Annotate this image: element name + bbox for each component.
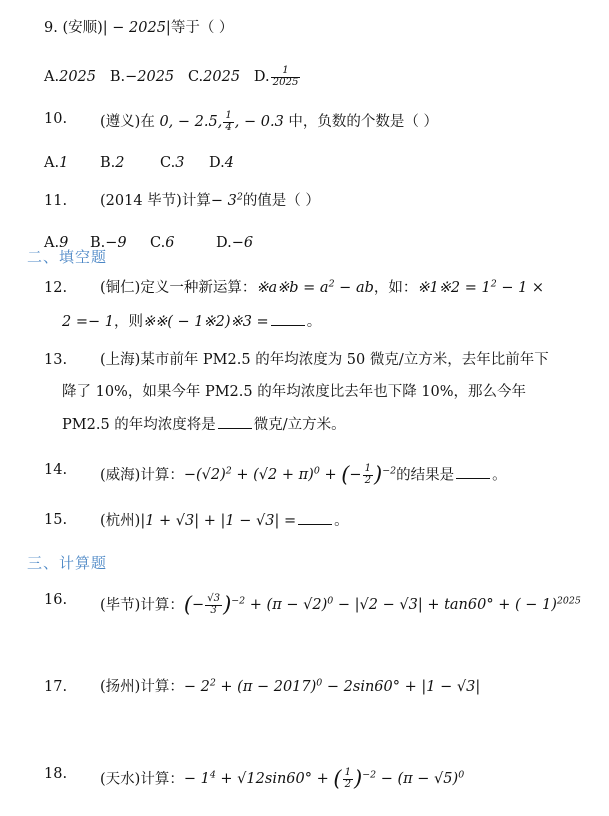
question-11 xyxy=(44,191,320,210)
math-example: ※1※2 = $1^2 - 1$ × xyxy=(417,278,545,296)
option-b: B.2 xyxy=(100,155,125,171)
option-d: D.−6 xyxy=(216,235,254,251)
option-d: D.4 xyxy=(209,155,234,171)
option-a: A.1 xyxy=(44,155,69,171)
math-expression: | − 2025| xyxy=(102,20,171,36)
option-b: B.−9 xyxy=(90,235,127,251)
question-number: 15. xyxy=(44,512,68,528)
question-number: 16. xyxy=(44,592,68,608)
question-source: (毕节)计算： xyxy=(100,597,184,614)
question-text: (上海)某市前年 PM2.5 的年均浓度为 50 微克/立方米，去年比前年下 xyxy=(100,352,549,368)
question-12-line2: 2 =− 1，则※※( − 1※2)※3 = 。 xyxy=(62,314,322,330)
question-10 xyxy=(44,110,439,133)
option-a: A.2025 xyxy=(44,69,96,86)
question-17 xyxy=(44,677,481,696)
math-expression: − $2^2 + (\pi - 2017)^0 - 2\sin 60^\circ + |1 - √3|$ xyxy=(183,677,481,695)
question-number: 11. xyxy=(44,193,68,209)
question-source: (安顺) xyxy=(62,20,103,36)
question-13 xyxy=(44,352,549,369)
math-definition: ※a※b = $a^2$ − ab xyxy=(256,278,374,296)
section-heading-calc: 三、计算题 xyxy=(27,554,108,572)
math-expression: (− $\frac{√3}{3}$ )$^{-2} + (\pi - √2)^0 - |√2 - √3| + \tan 60^\circ$ + ( − 1)$^{2025}$ xyxy=(183,592,581,617)
option-b: B.−2025 xyxy=(109,69,175,86)
question-number: 14. xyxy=(44,462,68,478)
options-row xyxy=(44,155,234,172)
question-9 xyxy=(44,20,233,37)
question-source: (扬州)计算： xyxy=(100,679,184,695)
math-example: 2 =− 1 xyxy=(62,314,114,330)
math-expression: $-(√2)^2 + (√2 + \pi)^0$ + (− $\frac{1}{2}$ )$^{-2}$ xyxy=(183,462,397,487)
question-source: (杭州) xyxy=(100,513,141,529)
section-heading-fill-blank: 二、填空题 xyxy=(27,248,108,266)
answer-blank[interactable] xyxy=(218,416,252,429)
question-source: (威海)计算： xyxy=(100,467,184,484)
question-16 xyxy=(44,592,581,617)
question-source: (遵义)在 xyxy=(100,114,155,131)
math-expression: − $1^4 + √12\sin 60^\circ$ + ( $\frac{1}{2}$ )$^{-2} - (\pi - √5)^0$ xyxy=(183,766,465,791)
math-expression: 0, − 2.5, $\frac{1}{4}$ , − 0.3 xyxy=(159,110,284,133)
question-source: (天水)计算： xyxy=(100,771,184,788)
option-a: A.9 xyxy=(44,235,69,251)
math-expression: ※※( − 1※2)※3 = xyxy=(142,314,269,330)
math-expression: |1 + √3| + |1 − √3| = xyxy=(140,513,297,529)
answer-blank[interactable] xyxy=(298,512,332,525)
question-prompt: 中，负数的个数是（ ） xyxy=(288,114,439,131)
question-number: 13. xyxy=(44,352,68,368)
question-15: 15. (杭州)|1 + √3| + |1 − √3| = 。 xyxy=(44,512,349,529)
question-18 xyxy=(44,766,465,791)
option-c: C.2025 xyxy=(187,69,241,86)
question-number: 18. xyxy=(44,766,68,782)
question-number: 9. xyxy=(44,20,58,36)
answer-blank[interactable] xyxy=(271,313,305,326)
question-source: (铜仁)定义一种新运算： xyxy=(100,280,257,296)
question-prompt: 等于（ ） xyxy=(170,20,234,36)
option-d: D. $\frac{1}{2025}$ xyxy=(253,65,299,88)
option-c: C.6 xyxy=(150,235,175,251)
question-13-line3: PM2.5 的年均浓度将是 微克/立方米。 xyxy=(62,417,346,433)
answer-blank[interactable] xyxy=(456,466,490,479)
question-13-line2: 降了 10%，如果今年 PM2.5 的年均浓度比去年也下降 10%，那么今年 xyxy=(62,384,527,400)
option-c: C.3 xyxy=(160,155,185,171)
question-prompt: 的值是（ ） xyxy=(242,193,320,209)
math-expression: − $3^2$ xyxy=(210,191,243,209)
question-source: (2014 毕节)计算 xyxy=(100,193,211,209)
question-number: 12. xyxy=(44,280,68,296)
question-number: 17. xyxy=(44,679,68,695)
question-number: 10. xyxy=(44,111,68,127)
question-12: 12. (铜仁)定义一种新运算：※a※b = $a^2$ − ab，如：※1※2 = $1^2 - 1$ × xyxy=(44,278,545,296)
question-14: 14. (威海)计算：$-(√2)^2 + (√2 + \pi)^0$ + (− $\frac{1}{2}$ )$^{-2}$的结果是 。 xyxy=(44,462,507,487)
options-row xyxy=(44,66,301,88)
